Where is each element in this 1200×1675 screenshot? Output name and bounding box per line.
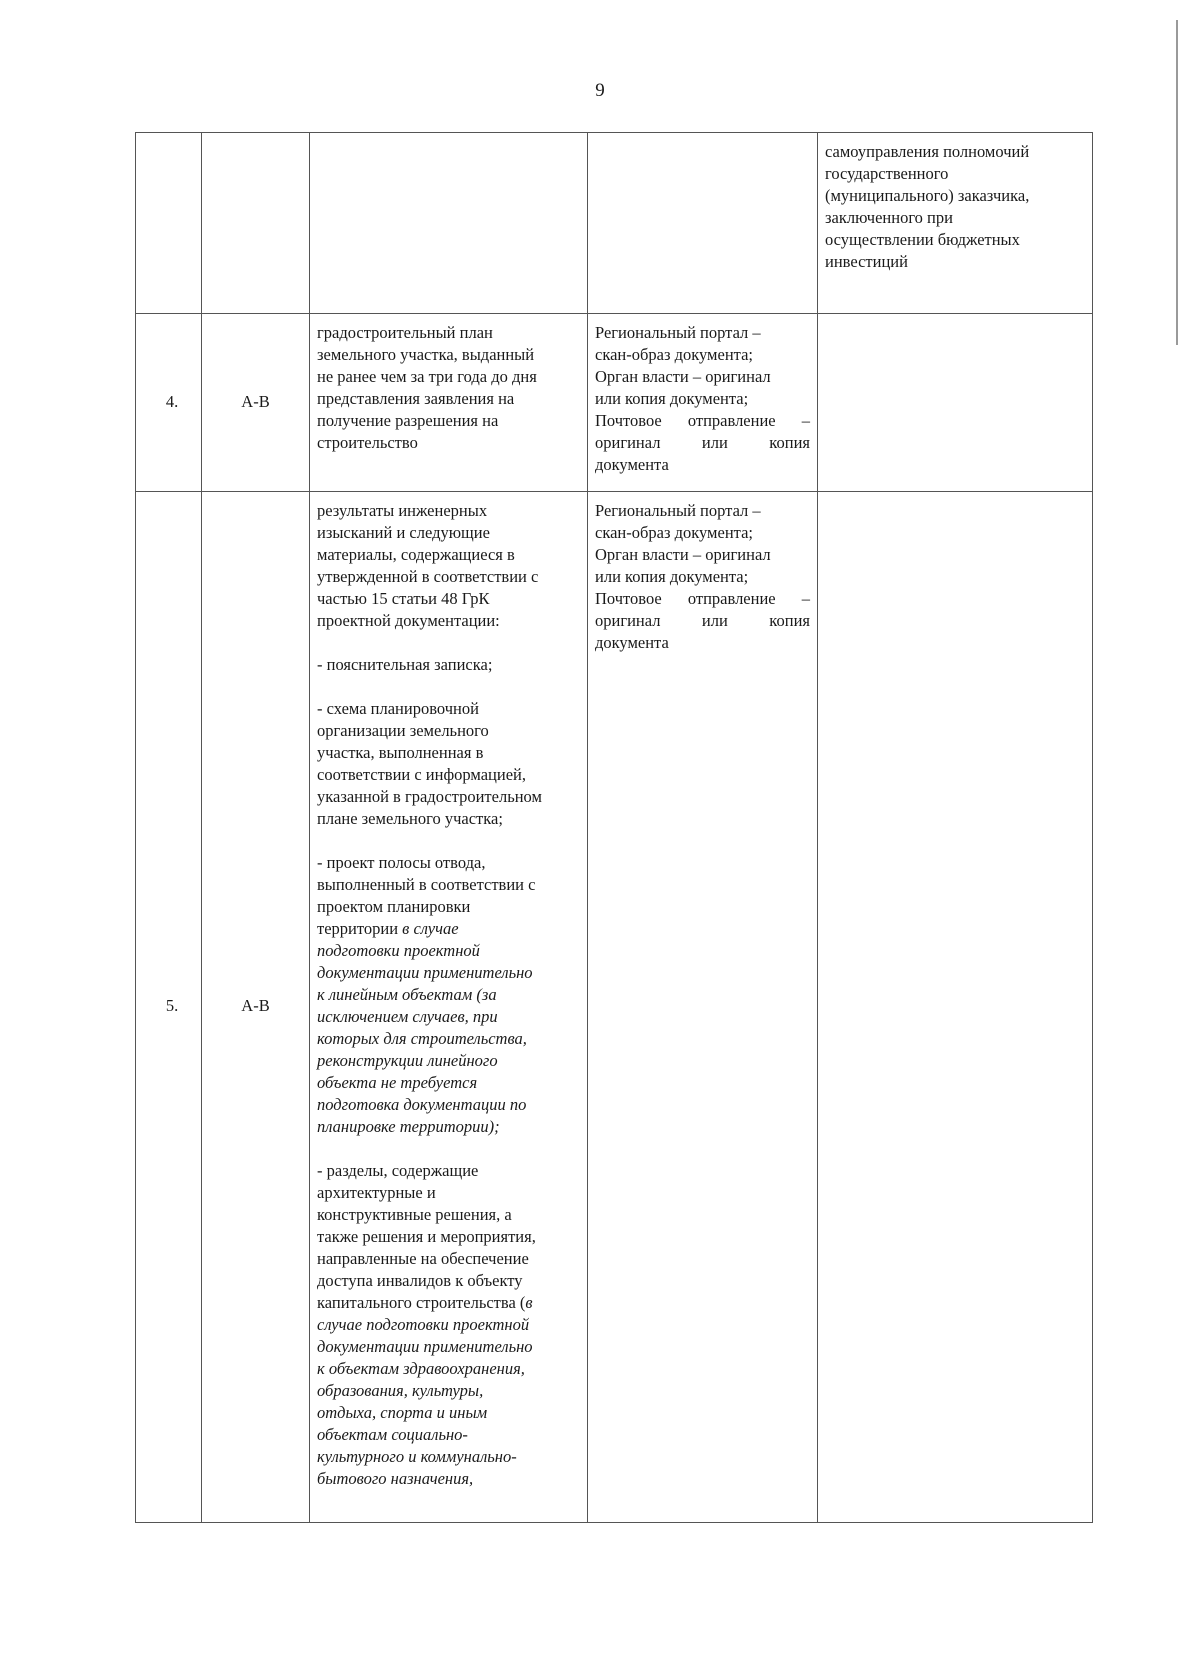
document-item-3-italic: в случае подготовки проектной документации применительно к линейным объектам (за исключением случаев, при которых для строительства, реконструкции линейного объекта не требуется подготовка документации по планировке территории); xyxy=(317,919,533,1136)
document-item-2: - схема планировочной организации земельного участка, выполненная в соответствии с информацией, указанной в градостроительном плане земельного участка; xyxy=(317,699,542,828)
table-row xyxy=(136,314,1093,492)
document-item-3 xyxy=(317,852,580,1138)
row-number xyxy=(136,133,202,314)
row-method xyxy=(588,314,818,492)
document-item-4-italic: в случае подготовки проектной документации применительно к объектам здравоохранения, образования, культуры, отдыха, спорта и иным объектам социально- культурного и коммунально- бытового назначения, xyxy=(317,1293,533,1488)
page-number: 9 xyxy=(595,80,605,101)
row-note xyxy=(818,314,1093,492)
row-method xyxy=(588,133,818,314)
row-category: А-В xyxy=(202,492,310,1523)
row-method-text: Региональный портал – скан-образ документа; Орган власти – оригинал или копия документа; Почтовое отправление – оригинал или копия документа xyxy=(595,501,810,652)
document-intro: результаты инженерных изысканий и следующие материалы, содержащиеся в утвержденной в соответствии с частью 15 статьи 48 ГрК проектной документации: xyxy=(317,501,539,630)
row-category xyxy=(202,133,310,314)
documents-table xyxy=(135,132,1093,1523)
row-category: А-В xyxy=(202,314,310,492)
row-note xyxy=(818,492,1093,1523)
document-item-3-regular: - проект полосы отвода, выполненный в соответствии с проектом планировки территории xyxy=(317,853,536,938)
row-number: 5. xyxy=(136,492,202,1523)
row-document-text: градостроительный план земельного участка, выданный не ранее чем за три года до дня представления заявления на получение разрешения на строительство xyxy=(317,323,537,452)
row-note xyxy=(818,133,1093,314)
row-method xyxy=(588,492,818,1523)
table-row xyxy=(136,133,1093,314)
row-document xyxy=(310,314,588,492)
document-item-4 xyxy=(317,1160,580,1490)
row-number: 4. xyxy=(136,314,202,492)
row-document xyxy=(310,492,588,1523)
document-item-4-regular: - разделы, содержащие архитектурные и конструктивные решения, а также решения и мероприятия, направленные на обеспечение доступа инвалидов к объекту капитального строительства ( xyxy=(317,1161,536,1312)
scan-margin-line xyxy=(1176,20,1178,345)
table-row xyxy=(136,492,1093,1523)
row-note-text: самоуправления полномочий государственного (муниципального) заказчика, заключенного при осуществлении бюджетных инвестиций xyxy=(825,142,1030,271)
document-item-1: - пояснительная записка; xyxy=(317,655,493,674)
row-document xyxy=(310,133,588,314)
row-method-text: Региональный портал – скан-образ документа; Орган власти – оригинал или копия документа; Почтовое отправление – оригинал или копия документа xyxy=(595,323,810,474)
